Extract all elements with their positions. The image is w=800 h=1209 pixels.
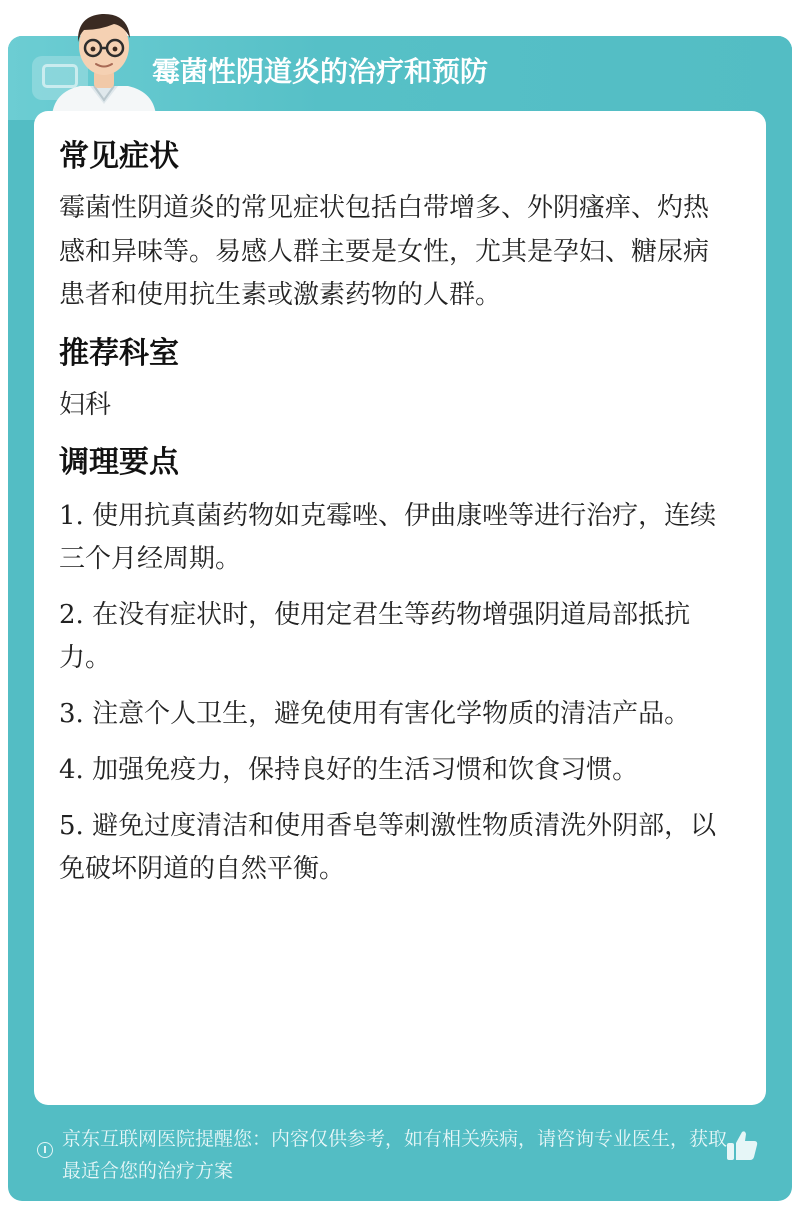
symptoms-text: 霉菌性阴道炎的常见症状包括白带增多、外阴瘙痒、灼热感和异味等。易感人群主要是女性，尤其是孕妇、糖尿病患者和使用抗生素或激素药物的人群。	[59, 193, 710, 310]
content-card	[34, 111, 766, 1105]
disclaimer-text: 京东互联网医院提醒您：内容仅供参考，如有相关疾病，请咨询专业医生，获取最适合您的治疗方案	[62, 1128, 728, 1182]
section-title-department: 推荐科室	[59, 335, 179, 371]
thumbs-up-icon[interactable]	[724, 1128, 760, 1164]
list-item: 5. 避免过度清洁和使用香皂等刺激性物质清洗外阴部，以免破坏阴道的自然平衡。	[59, 811, 717, 884]
list-item: 2. 在没有症状时，使用定君生等药物增强阴道局部抵抗力。	[59, 600, 691, 673]
page-title: 霉菌性阴道炎的治疗和预防	[152, 55, 489, 88]
list-item: 4. 加强免疫力，保持良好的生活习惯和饮食习惯。	[59, 755, 639, 785]
info-icon	[37, 1142, 53, 1158]
department-text: 妇科	[59, 389, 112, 420]
doctor-avatar	[44, 4, 164, 116]
list-item: 3. 注意个人卫生，避免使用有害化学物质的清洁产品。	[59, 699, 691, 729]
list-item: 1. 使用抗真菌药物如克霉唑、伊曲康唑等进行治疗，连续三个月经周期。	[59, 501, 717, 574]
section-title-care-points: 调理要点	[59, 445, 179, 480]
section-title-symptoms: 常见症状	[59, 139, 179, 174]
